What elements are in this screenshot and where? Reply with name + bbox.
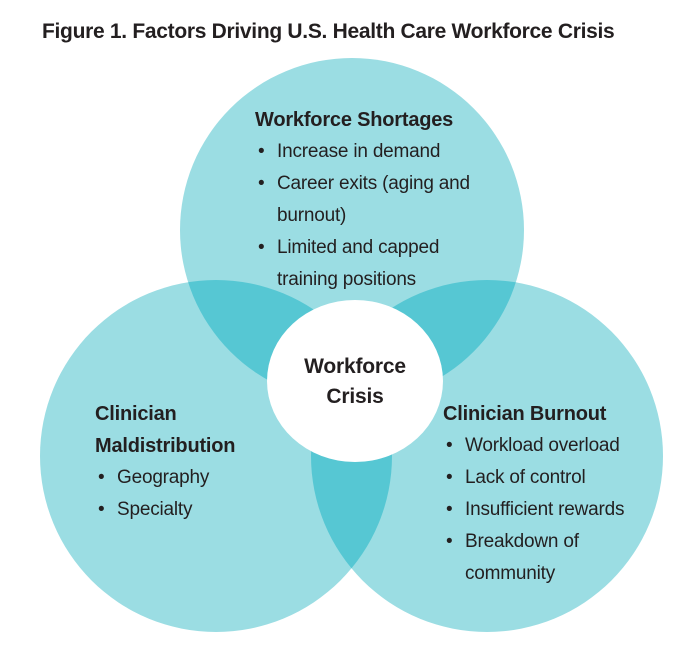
right-circle-text (443, 398, 635, 590)
bullet-item: • Specialty (95, 494, 265, 526)
right-circle-heading: Clinician Burnout (443, 403, 607, 425)
right-bullet-list (443, 430, 635, 590)
left-circle-heading: Clinician Maldistribution (95, 403, 236, 457)
bullet-item: • Career exits (aging and burnout) (255, 168, 470, 232)
left-bullet-list (95, 462, 265, 526)
bullet-item: • Breakdown of community (443, 526, 635, 590)
center-circle-label: Workforce Crisis (304, 355, 406, 408)
bullet-item: • Lack of control (443, 462, 635, 494)
figure-title: Figure 1. Factors Driving U.S. Health Care Workforce Crisis (42, 20, 615, 43)
bullet-item: • Limited and capped training positions (255, 232, 470, 296)
bullet-item: • Increase in demand (255, 136, 470, 168)
top-circle-heading: Workforce Shortages (255, 109, 454, 131)
bullet-item: • Workload overload (443, 430, 635, 462)
bullet-item: • Geography (95, 462, 265, 494)
left-circle-text (95, 398, 265, 526)
bullet-item: • Insufficient rewards (443, 494, 635, 526)
top-bullet-list (255, 136, 470, 296)
top-circle-text (255, 104, 470, 296)
